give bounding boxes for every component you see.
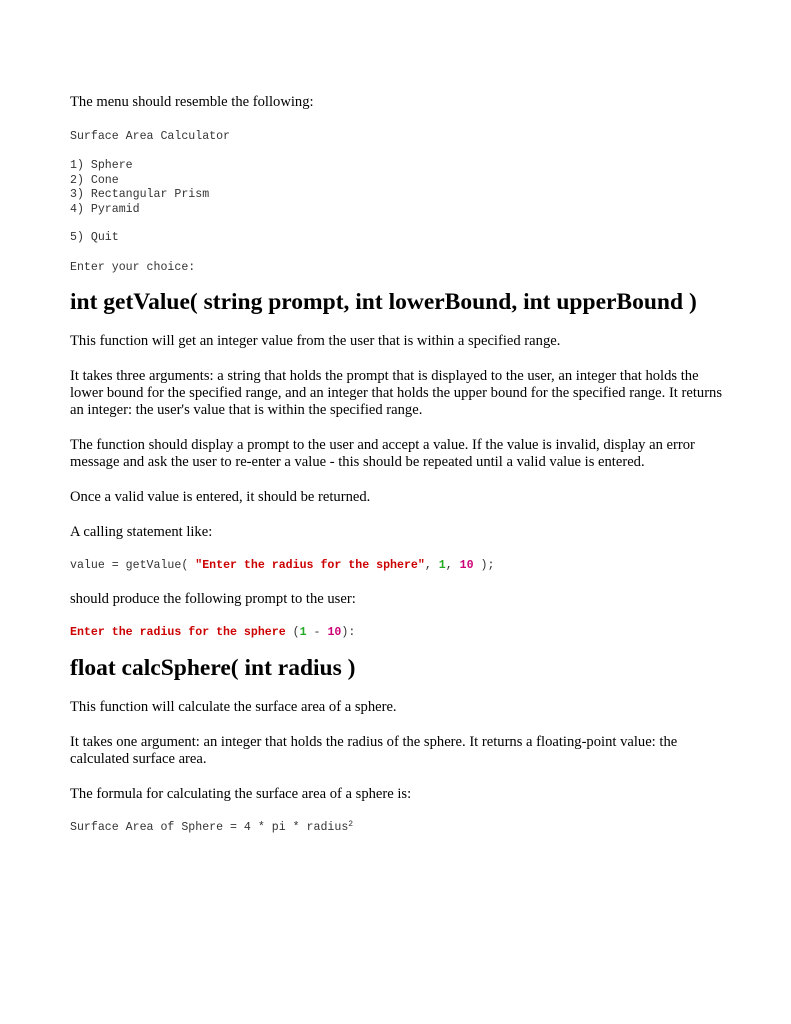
getvalue-output-intro: should produce the following prompt to the user: bbox=[70, 590, 356, 607]
menu-prompt: Enter your choice: bbox=[70, 260, 196, 274]
sphere-formula bbox=[70, 821, 730, 836]
menu-intro: The menu should resemble the following: bbox=[70, 94, 314, 110]
calling-statement bbox=[70, 559, 730, 574]
calcsphere-formula-intro: The formula for calculating the surface area of a sphere is: bbox=[70, 785, 412, 802]
call-suffix: ); bbox=[473, 559, 495, 573]
menu-example bbox=[70, 130, 730, 275]
menu-quit: 5) Quit bbox=[70, 231, 119, 245]
call-separator: , bbox=[445, 559, 460, 573]
prompt-output bbox=[70, 626, 730, 641]
getvalue-heading: int getValue( string prompt, int lowerBound, int upperBound ) bbox=[70, 289, 697, 316]
menu-item: 4) Pyramid bbox=[70, 202, 140, 216]
formula-exponent: 2 bbox=[348, 819, 354, 829]
calcsphere-description: This function will calculate the surface area of a sphere. bbox=[70, 698, 397, 715]
getvalue-return: Once a valid value is entered, it should be returned. bbox=[70, 489, 371, 506]
getvalue-arguments: It takes three arguments: a string that holds the prompt that is displayed to the user, an integer that holds the lower bound for the specified range, and an integer that holds the upper bound for the specified range. It returns an integer: the user's value that is within the specified range. bbox=[70, 368, 723, 419]
document-page bbox=[70, 94, 730, 835]
call-separator: , bbox=[424, 559, 439, 573]
call-string-arg: "Enter the radius for the sphere" bbox=[195, 559, 425, 573]
output-dash: - bbox=[306, 625, 328, 639]
output-close: ): bbox=[341, 625, 356, 639]
output-open: ( bbox=[285, 625, 300, 639]
calcsphere-arguments: It takes one argument: an integer that holds the radius of the sphere. It returns a floating-point value: the calculated surface area. bbox=[70, 733, 678, 767]
output-lower: 1 bbox=[299, 625, 307, 639]
call-upper-arg: 10 bbox=[459, 559, 474, 573]
getvalue-behavior: The function should display a prompt to the user and accept a value. If the value is invalid, display an error message and ask the user to re-enter a value - this should be repeated until a valid value is entered. bbox=[70, 437, 695, 471]
menu-item: 3) Rectangular Prism bbox=[70, 188, 210, 202]
menu-item: 2) Cone bbox=[70, 173, 119, 187]
output-text: Enter the radius for the sphere bbox=[70, 625, 286, 639]
call-lower-arg: 1 bbox=[438, 559, 446, 573]
menu-item: 1) Sphere bbox=[70, 159, 133, 173]
getvalue-description: This function will get an integer value from the user that is within a specified range. bbox=[70, 333, 561, 350]
calcsphere-heading: float calcSphere( int radius ) bbox=[70, 654, 356, 681]
formula-text: Surface Area of Sphere = 4 * pi * radius bbox=[70, 820, 349, 834]
call-prefix: value = getValue( bbox=[70, 559, 196, 573]
menu-title: Surface Area Calculator bbox=[70, 130, 231, 143]
output-upper: 10 bbox=[327, 625, 342, 639]
getvalue-calling-intro: A calling statement like: bbox=[70, 524, 213, 541]
